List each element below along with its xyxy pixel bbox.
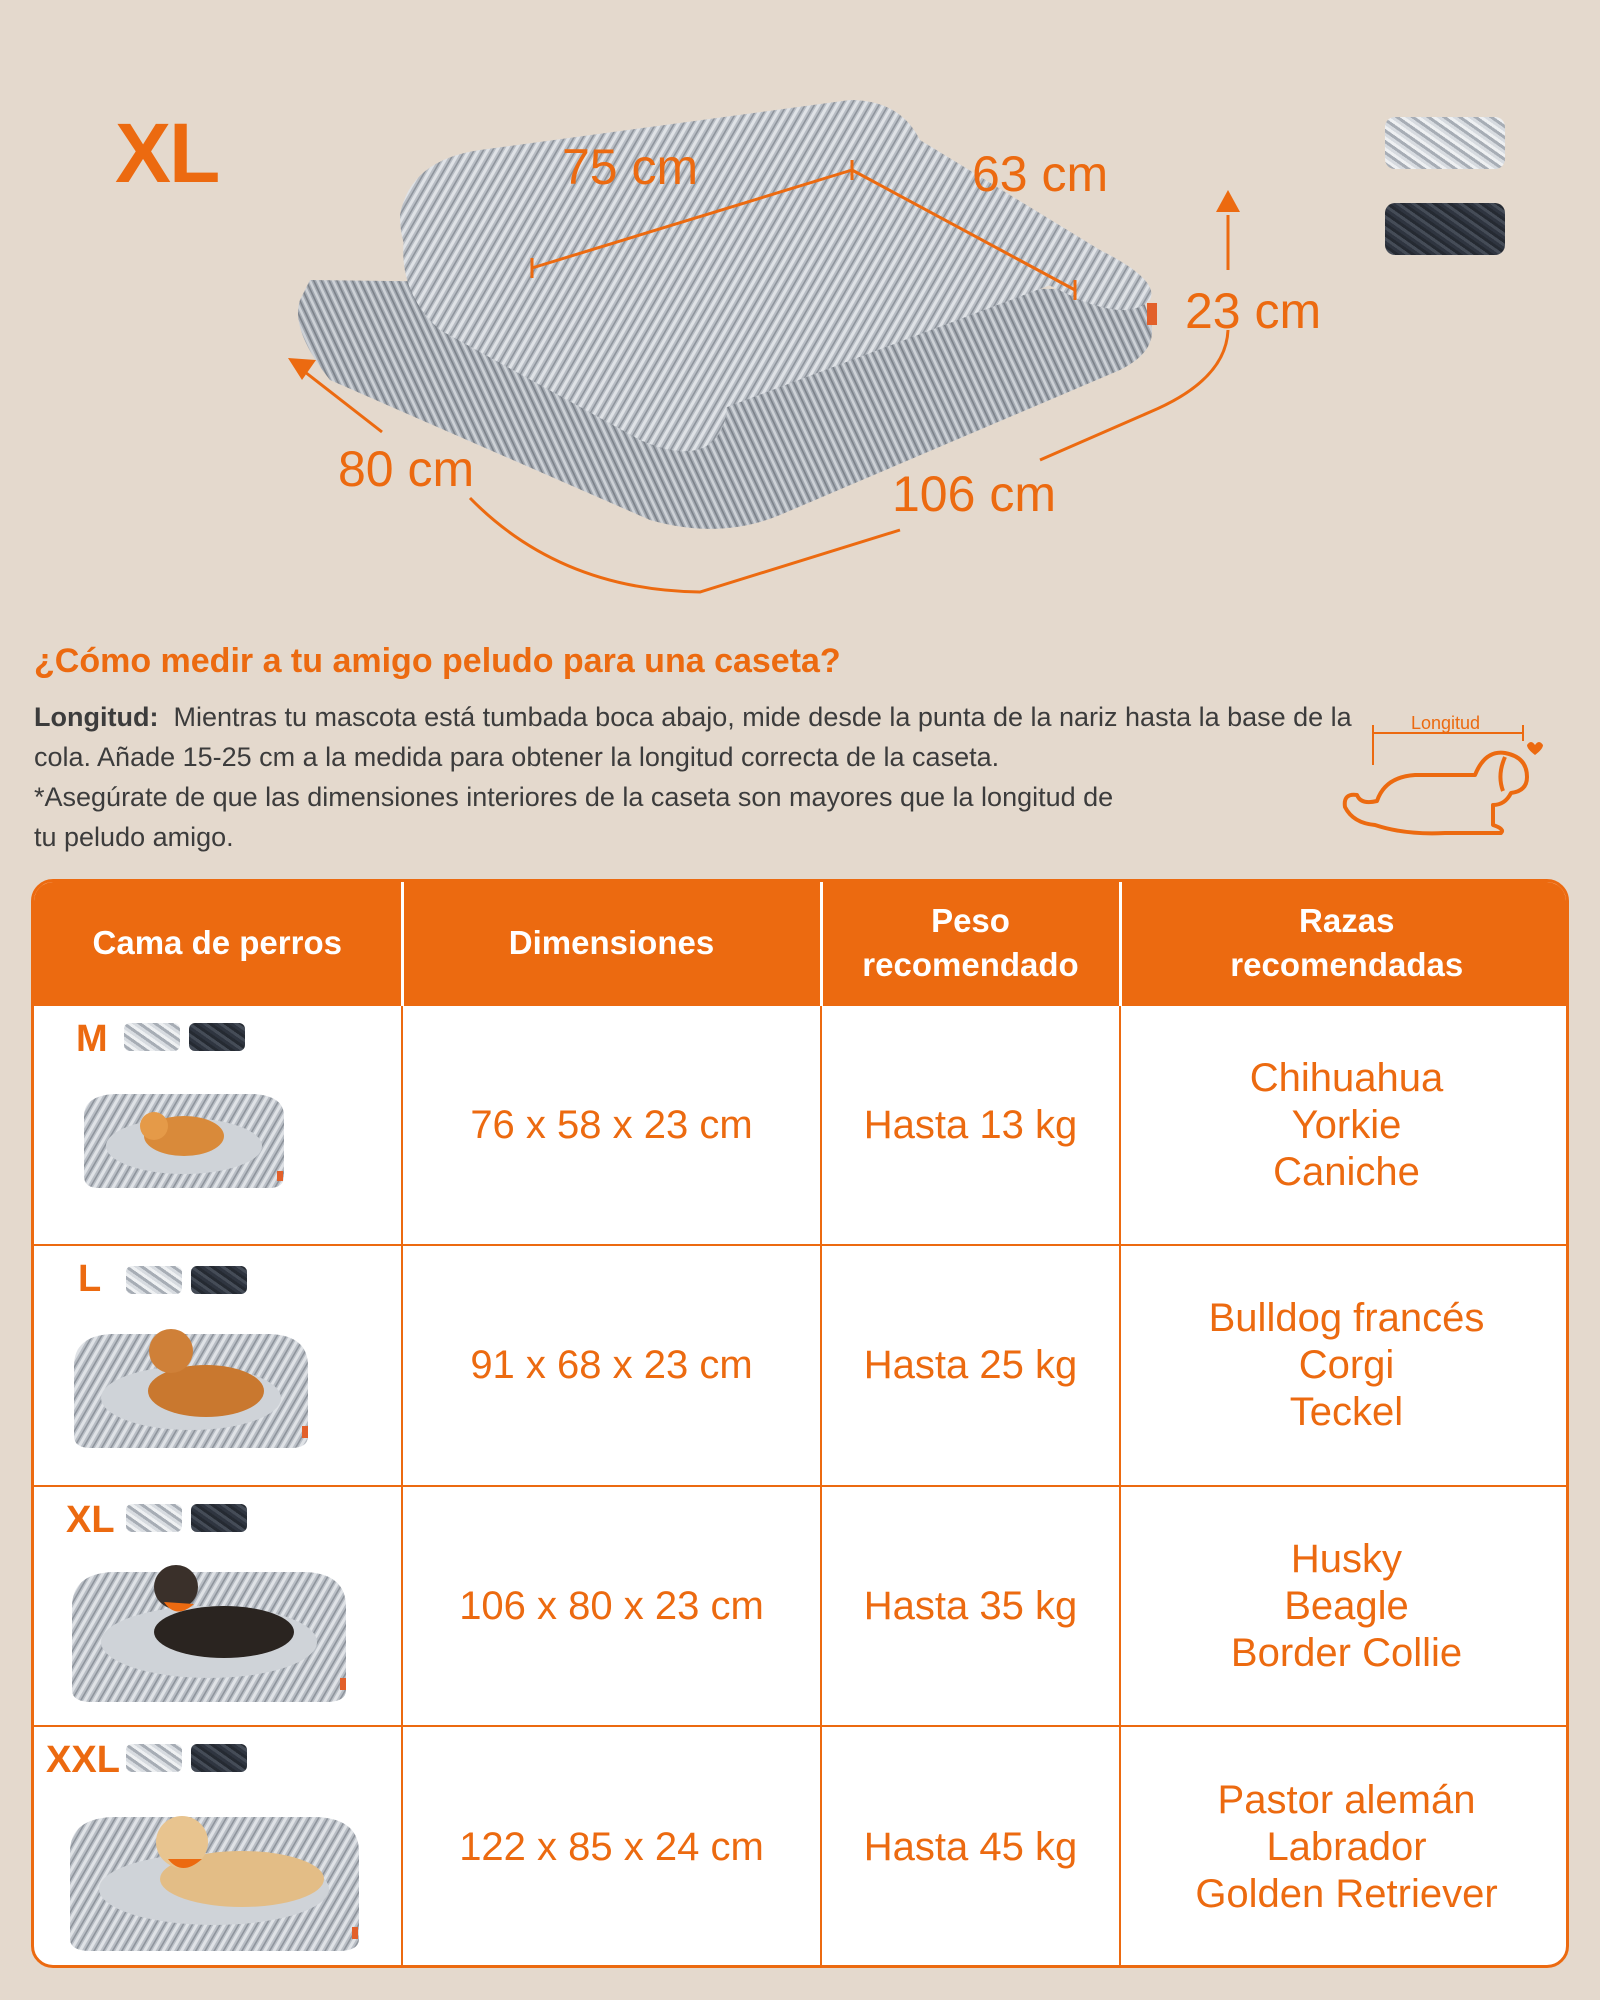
bed-cell xyxy=(34,1486,402,1726)
bed-photo-xxl xyxy=(62,1787,367,1957)
header-bed: Cama de perros xyxy=(34,882,402,1005)
size-table-grid xyxy=(34,882,1569,1967)
bed-photo-xl xyxy=(64,1542,354,1707)
breeds-cell xyxy=(1120,1726,1569,1967)
mini-swatch-dark[interactable] xyxy=(191,1504,247,1532)
breed-name: Bulldog francés xyxy=(1208,1296,1485,1340)
breed-name: Golden Retriever xyxy=(1195,1871,1498,1916)
mini-swatch-light[interactable] xyxy=(126,1504,182,1532)
dimensions-cell: 122 x 85 x 24 cm xyxy=(402,1726,821,1967)
breed-name: Corgi xyxy=(1298,1343,1395,1387)
mini-swatch-dark[interactable] xyxy=(191,1266,247,1294)
header-dimensions: Dimensiones xyxy=(402,882,821,1005)
header-breeds: Razas recomendadas xyxy=(1120,882,1569,1005)
inner-length-label: 75 cm xyxy=(562,139,699,195)
mini-swatch-dark[interactable] xyxy=(189,1023,245,1051)
bed-cell xyxy=(34,1726,402,1967)
table-row xyxy=(34,1005,1569,1245)
length-label: 106 cm xyxy=(892,466,1056,522)
bed-cell xyxy=(34,1245,402,1486)
dimensions-cell: 106 x 80 x 23 cm xyxy=(402,1486,821,1726)
weight-cell: Hasta 13 kg xyxy=(821,1005,1120,1245)
table-header-row xyxy=(34,882,1569,1005)
bed-photo-m xyxy=(74,1076,294,1196)
weight-cell: Hasta 25 kg xyxy=(821,1245,1120,1486)
bed-photo-l xyxy=(66,1306,316,1456)
breed-name: Beagle xyxy=(1284,1583,1409,1628)
mini-swatch-light[interactable] xyxy=(124,1023,180,1051)
breeds-cell xyxy=(1120,1245,1569,1486)
measuring-guide-title: ¿Cómo medir a tu amigo peludo para una caseta? xyxy=(34,642,841,680)
hero-size-label: XL xyxy=(115,106,219,200)
dimensions-cell: 76 x 58 x 23 cm xyxy=(402,1005,821,1245)
breed-name: Teckel xyxy=(1289,1390,1404,1434)
measuring-guide-paragraph xyxy=(34,697,1404,777)
row-size-label: M xyxy=(76,1018,108,1060)
breed-name: Border Collie xyxy=(1230,1630,1463,1675)
mini-swatch-light[interactable] xyxy=(126,1744,182,1772)
row-size-label: XL xyxy=(66,1499,115,1541)
measuring-guide-instructions: Mientras tu mascota está tumbada boca abajo, mide desde la punta de la nariz hasta la base de la cola. Añade 15-25 cm a la medida para obtener la longitud correcta de la caseta. xyxy=(34,702,1352,772)
dog-measure-label: Longitud xyxy=(1411,713,1481,733)
row-size-label: XXL xyxy=(46,1739,120,1781)
measuring-guide-note: *Asegúrate de que las dimensiones interiores de la caseta son mayores que la longitud de tu peludo amigo. xyxy=(34,782,1114,852)
inner-width-label: 63 cm xyxy=(972,146,1109,202)
mini-swatch-light[interactable] xyxy=(126,1266,182,1294)
measuring-guide-text xyxy=(34,697,1404,857)
bed-dimension-illustration xyxy=(0,0,1600,620)
breed-name: Pastor alemán xyxy=(1217,1777,1476,1822)
height-label: 23 cm xyxy=(1185,283,1322,339)
dimensions-cell: 91 x 68 x 23 cm xyxy=(402,1245,821,1486)
table-row xyxy=(34,1726,1569,1967)
measuring-guide-label: Longitud: xyxy=(34,702,159,732)
weight-cell: Hasta 35 kg xyxy=(821,1486,1120,1726)
color-swatch-dark-grey[interactable] xyxy=(1385,203,1505,255)
breeds-cell xyxy=(1120,1486,1569,1726)
header-weight: Peso recomendado xyxy=(821,882,1120,1005)
breed-name: Chihuahua xyxy=(1249,1055,1444,1100)
weight-cell: Hasta 45 kg xyxy=(821,1726,1120,1967)
width-label: 80 cm xyxy=(338,441,475,497)
table-row xyxy=(34,1245,1569,1486)
table-row xyxy=(34,1486,1569,1726)
row-size-label: L xyxy=(78,1258,102,1300)
size-table xyxy=(31,879,1569,1968)
breeds-cell xyxy=(1120,1005,1569,1245)
bed-cell xyxy=(34,1005,402,1245)
breed-name: Labrador xyxy=(1266,1824,1427,1869)
breed-name: Caniche xyxy=(1273,1149,1420,1194)
color-swatch-light-grey[interactable] xyxy=(1385,117,1505,169)
mini-swatch-dark[interactable] xyxy=(191,1744,247,1772)
bed-tag xyxy=(1147,303,1157,325)
breed-name: Yorkie xyxy=(1291,1102,1402,1147)
breed-name: Husky xyxy=(1290,1536,1403,1581)
